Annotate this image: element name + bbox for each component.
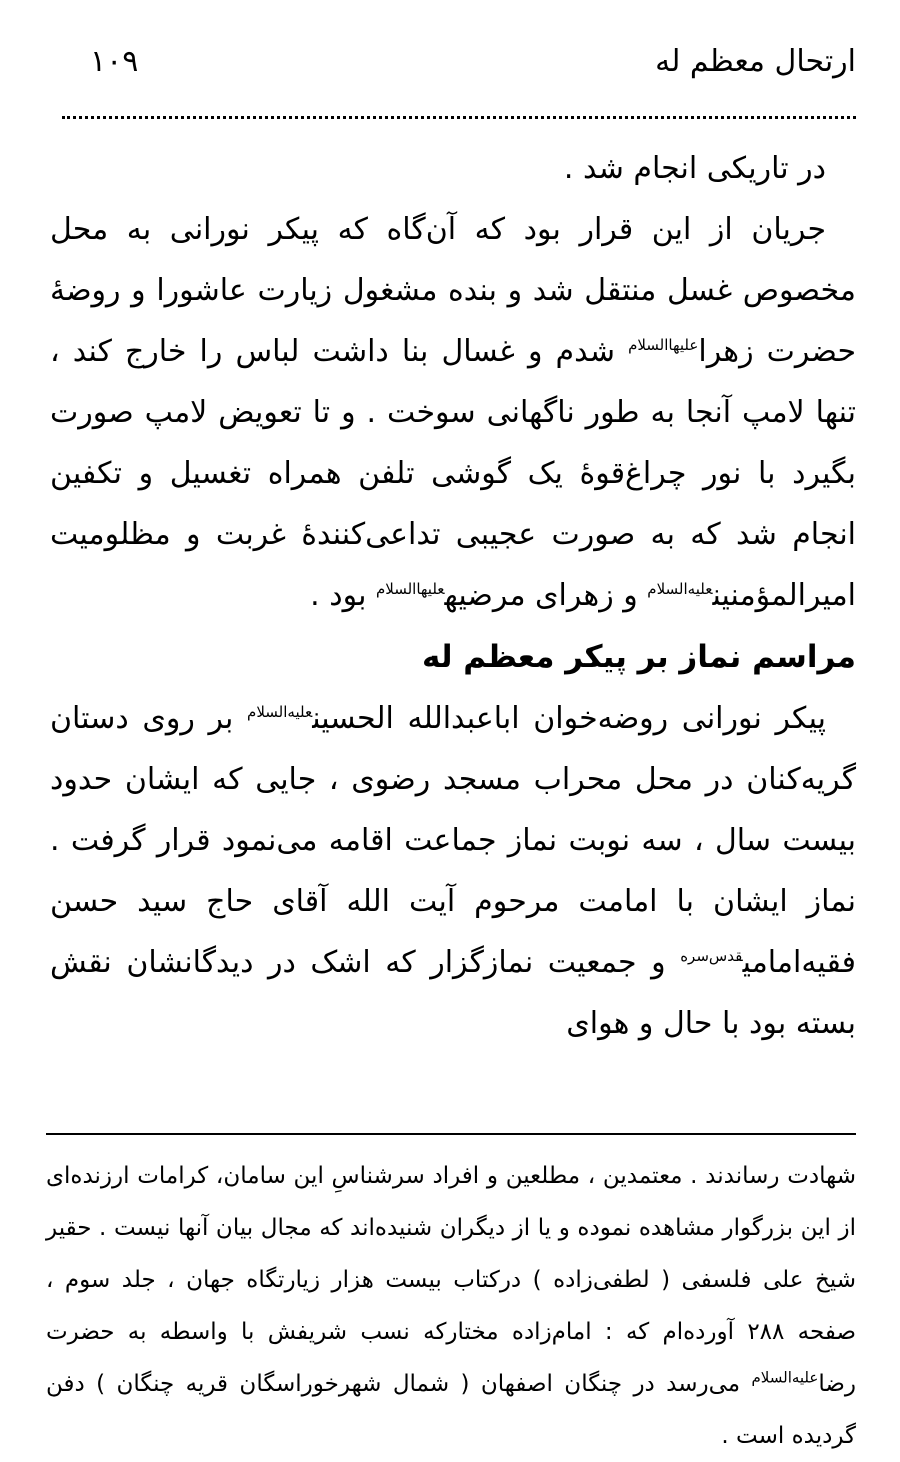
honorific-alayh-mark: عليه‌السلام — [647, 580, 713, 598]
text-run: می‌رسد در چنگان اصفهان ( شمال شهرخوراسگان قریه چنگان ) دفن گردیده است . — [46, 1371, 856, 1449]
main-text — [50, 138, 856, 1054]
page-header — [62, 40, 856, 100]
text-run: بر روی دستان گریه‌کنان در محل محراب مسجد رضوی ، جایی که ایشان حدود بیست سال ، سه نوبت نماز جماعت اقامه می‌نمود قرار گرفت . نماز ایشان با امامت مرحوم آیت الله آقای حاج سید حسن فقیه‌امامی — [50, 701, 856, 980]
honorific-alayh-mark: عليه‌السلام — [751, 1368, 819, 1387]
text-run: و زهرای مرضیه — [444, 578, 648, 613]
text-run: شهادت رساندند . معتمدین ، مطلعین و افراد سرشناسِ این سامان، کرامات ارزنده‌ای از این بزرگوار مشاهده نموده و یا از دیگران شنیده‌اند که مجال بیان آنها نیست . حقیر شیخ علی فلسفی ( لطفی‌زاده ) درکتاب بیست هزار زیارتگاه جهان ، جلد سوم ، صفحه ۲۸۸ آورده‌ام که : امام‌زاده مختارکه نسب شریفش با واسطه به حضرت رضا — [46, 1163, 856, 1397]
honorific-alayha-mark: عليها‌السلام — [628, 336, 699, 354]
text-run: جریان از این قرار بود که آن‌گاه که پیکر نورانی به محل مخصوص غسل منتقل شد و بنده مشغول زیارت عاشورا و روضهٔ حضرت زهرا — [50, 212, 856, 369]
header-dotted-rule — [62, 116, 856, 119]
running-title: ارتحال معظم له — [655, 44, 856, 79]
text-run: پیکر نورانی روضه‌خوان اباعبدالله الحسین — [312, 701, 827, 736]
text-run: و جمعیت نمازگزار که اشک در دیدگانشان نقش بسته بود با حال و هوای — [50, 945, 856, 1041]
text-run: بود . — [310, 578, 376, 613]
section-heading: مراسم نماز بر پیکر معظم له — [422, 639, 856, 675]
footnote — [46, 1150, 856, 1462]
footnote-paragraph — [46, 1150, 856, 1462]
paragraph-ghusl — [50, 199, 856, 626]
paragraph-prayer — [50, 688, 856, 1054]
text-run: شدم و غسال بنا داشت لباس را خارج کند ، تنها لامپ آنجا به طور ناگهانی سوخت . و تا تعویض لامپ صورت بگیرد با نور چراغ‌قوهٔ یک گوشی تلفن همراه تغسیل و تکفین انجام شد که به صورت عجیبی تداعی‌کنندهٔ غربت و مظلومیت امیرالمؤمنین — [50, 334, 856, 613]
honorific-alayh-mark: عليه‌السلام — [247, 703, 313, 721]
paragraph-continuation: در تاریکی انجام شد . — [563, 151, 826, 186]
honorific-quddisa-mark: قدس‌سره — [680, 947, 743, 965]
page-number: ۱۰۹ — [90, 44, 139, 79]
footnote-rule — [46, 1133, 856, 1135]
honorific-alayha-mark: عليها‌السلام — [375, 580, 445, 598]
